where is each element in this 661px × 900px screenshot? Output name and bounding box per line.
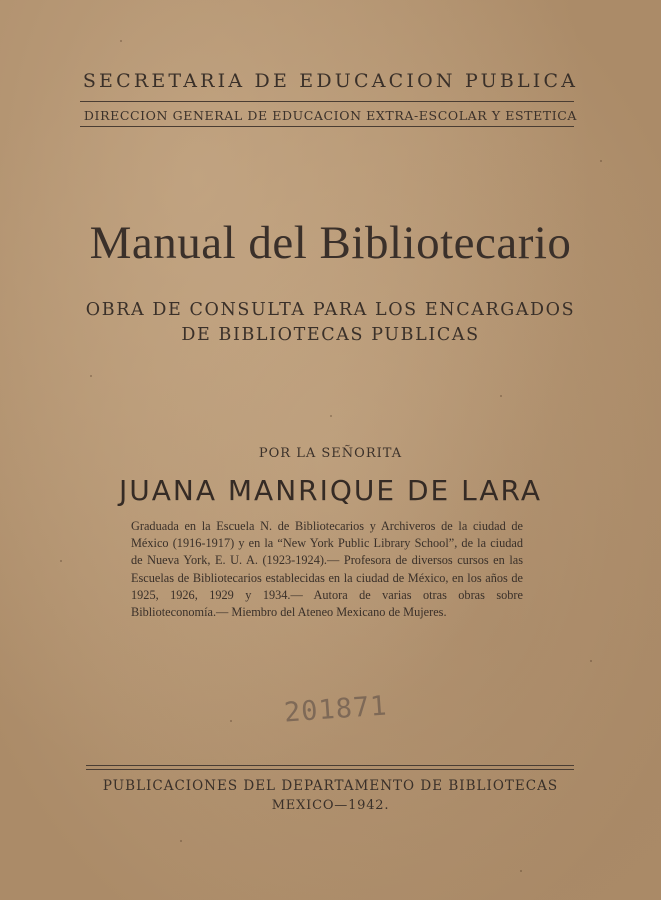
paper-speck [230, 720, 232, 722]
subtitle-line-2: DE BIBLIOTECAS PUBLICAS [181, 325, 480, 345]
footer-rule-bottom [86, 769, 574, 770]
institution-heading: SECRETARIA DE EDUCACION PUBLICA [82, 70, 579, 92]
paper-speck [330, 415, 332, 417]
footer-rule-top [86, 765, 574, 766]
paper-speck [600, 160, 602, 162]
book-title: Manual del Bibliotecario [89, 217, 572, 269]
paper-speck [60, 560, 62, 562]
publisher-line: PUBLICACIONES DEL DEPARTAMENTO DE BIBLIOTECAS [102, 778, 559, 794]
paper-speck [520, 870, 522, 872]
accession-stamp: 201871 [283, 690, 389, 729]
paper-speck [180, 840, 182, 842]
author-prefix: POR LA SEÑORITA [258, 446, 403, 461]
department-heading: DIRECCION GENERAL DE EDUCACION EXTRA-ESCOLAR Y ESTETICA [83, 108, 578, 123]
book-subtitle [0, 298, 661, 348]
author-biography: Graduada en la Escuela N. de Bibliotecarios y Archiveros de la ciudad de México (1916-1917) y en la “New York Public Library School”, de la ciudad de Nueva York, E. U. A. (1923-1924).— Profesora de diversos cursos en las Escuelas de Bibliotecarios establecidas en la ciudad de México, en los años de 1925, 1926, 1929 y 1934.— Autora de varias otras obras sobre Biblioteconomía.— Miembro del Ateneo Mexicano de Mujeres. [131, 519, 523, 620]
paper-speck [590, 660, 592, 662]
place-date-line: MEXICO—1942. [271, 798, 390, 813]
header-rule-top [80, 101, 574, 102]
subtitle-line-1: OBRA DE CONSULTA PARA LOS ENCARGADOS [85, 300, 576, 320]
paper-speck [90, 375, 92, 377]
paper-speck [500, 395, 502, 397]
header-rule-bottom [80, 126, 574, 127]
paper-speck [120, 40, 122, 42]
author-name: JUANA MANRIQUE DE LARA [118, 474, 543, 507]
